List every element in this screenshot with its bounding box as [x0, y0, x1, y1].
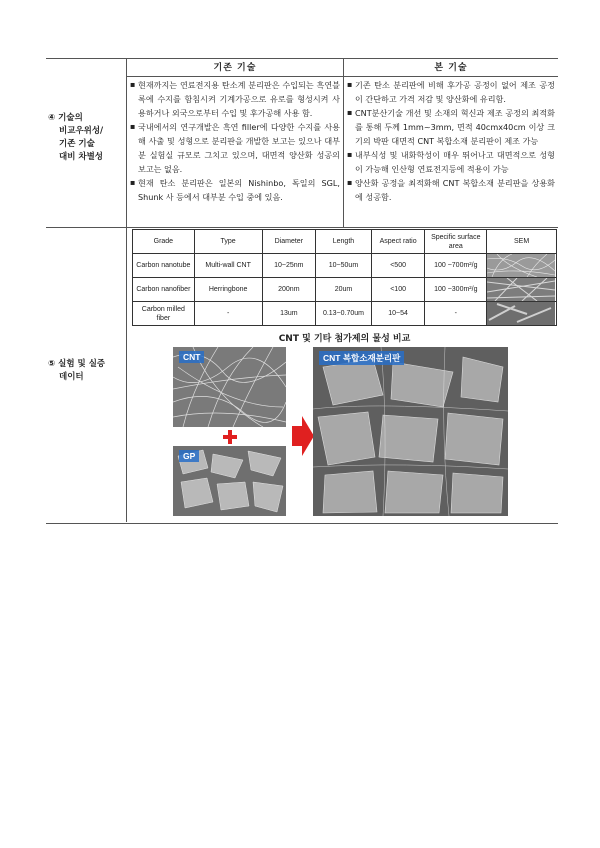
cell-surface: 100 ~300m²/g	[425, 278, 487, 302]
cell-type: Multi-wall CNT	[194, 254, 262, 278]
existing-tech-list	[130, 78, 340, 204]
table-header-row	[133, 230, 557, 254]
gp-sem-panel	[173, 446, 286, 516]
cell-type: -	[194, 302, 262, 326]
cell-aspect: 10~54	[371, 302, 425, 326]
cell-diameter: 13um	[262, 302, 316, 326]
cell-grade: Carbon nanotube	[133, 254, 195, 278]
table-row	[133, 254, 557, 278]
section4-label-line2: 비교우위성/	[59, 126, 104, 136]
gp-panel-label: GP	[179, 450, 199, 462]
sem-image-cnf	[487, 278, 557, 302]
col-grade: Grade	[133, 230, 195, 254]
cell-grade: Carbon nanofiber	[133, 278, 195, 302]
col-type: Type	[194, 230, 262, 254]
composite-sem-panel	[313, 347, 508, 516]
existing-item: ▪ 국내에서의 연구개발은 흑연 filler에 다양한 수지를 사용해 사출 및 성형으로 분리판을 개발한 보고는 있으나 대부분 실험실 규모로 그치고 있으며, 대면적 양산화 성공의 보고는 없음.	[130, 120, 340, 176]
proposed-item: ▪ 양산화 공정을 최적화해 CNT 복합소재 분리판을 상용화에 성공함.	[347, 176, 555, 204]
cell-aspect: <100	[371, 278, 425, 302]
proposed-item: ▪ CNT분산기술 개선 및 소재의 혁신과 제조 공정의 최적화를 통해 두께 1mm~3mm, 면적 40cmx40cm 이상 크기의 박판 대면적 CNT 복합소재 분리판이 제조 가능	[347, 106, 555, 148]
cell-length: 0.13~0.70um	[316, 302, 372, 326]
col-sem: SEM	[487, 230, 557, 254]
col-length: Length	[316, 230, 372, 254]
cell-surface: -	[425, 302, 487, 326]
figure-title: CNT 및 기타 첨가제의 물성 비교	[278, 334, 411, 344]
section4-label-line3: 기존 기술	[59, 139, 95, 149]
existing-item: ▪ 현재까지는 연료전지용 탄소계 분리판은 수입되는 흑연블록에 수지를 함침시켜 기계가공으로 유로를 형성시켜 사용하거나 외국으로부터 수입 및 후가공해 사용 함.	[130, 78, 340, 120]
section4-label-line4: 대비 차별성	[59, 152, 104, 162]
cell-surface: 100 ~700m²/g	[425, 254, 487, 278]
section5-label-line1: ⑤ 실험 및 실증	[48, 359, 106, 369]
table-row	[133, 278, 557, 302]
table-row	[133, 302, 557, 326]
cell-type: Herringbone	[194, 278, 262, 302]
cell-length: 20um	[316, 278, 372, 302]
cnt-panel-label: CNT	[179, 351, 204, 363]
cell-diameter: 10~25nm	[262, 254, 316, 278]
header-row-divider	[126, 76, 558, 77]
label-column-divider	[126, 58, 127, 522]
plus-icon	[223, 430, 237, 444]
section4-label	[46, 112, 126, 164]
arrow-right-icon	[292, 416, 314, 456]
cell-diameter: 200nm	[262, 278, 316, 302]
cell-aspect: <500	[371, 254, 425, 278]
cell-length: 10~50um	[316, 254, 372, 278]
tech-column-divider	[343, 58, 344, 227]
composite-sem-image	[313, 347, 508, 516]
existing-tech-header: 기존 기술	[213, 63, 257, 73]
col-surface: Specific surface area	[425, 230, 487, 254]
composite-panel-label: CNT 복합소재분리판	[319, 351, 404, 365]
sem-image-milled-fiber	[487, 302, 557, 326]
sem-image-cnt	[487, 254, 557, 278]
col-diameter: Diameter	[262, 230, 316, 254]
cell-grade: Carbon milled fiber	[133, 302, 195, 326]
proposed-item: ▪ 내부식성 및 내화학성이 매우 뛰어나고 대면적으로 성형이 가능해 인산형 연료전지등에 적용이 가능	[347, 148, 555, 176]
cnt-sem-panel	[173, 347, 286, 427]
section4-label-line1: ④ 기술의	[48, 113, 83, 123]
section5-label	[46, 358, 126, 384]
material-property-table	[132, 229, 557, 326]
proposed-tech-header: 본 기술	[434, 63, 468, 73]
section5-label-line2: 데이터	[59, 372, 84, 382]
existing-item: ▪ 현재 탄소 분리판은 일본의 Nishinbo, 독일의 SGL, Shunk 사 등에서 대부분 수입 중에 있음.	[130, 176, 340, 204]
proposed-tech-list	[347, 78, 555, 204]
section-row-divider	[46, 227, 558, 228]
col-aspect: Aspect ratio	[371, 230, 425, 254]
proposed-item: ▪ 기존 탄소 분리판에 비해 후가공 공정이 없어 제조 공정이 간단하고 가격 저감 및 양산화에 유리함.	[347, 78, 555, 106]
